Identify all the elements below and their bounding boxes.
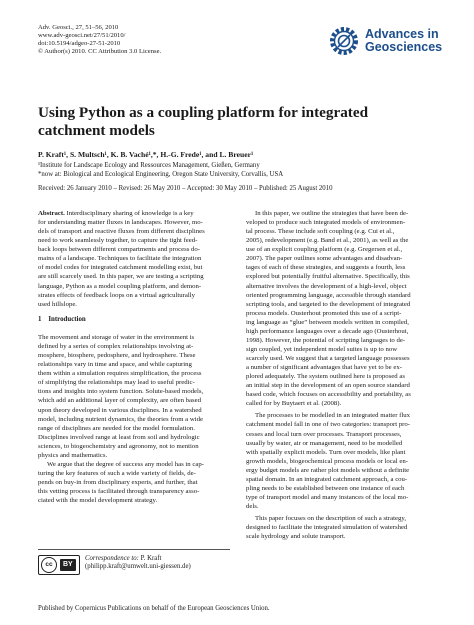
cc-by-license-badge [38,555,80,575]
intro-line: them within a simulation requires simplification, the process [38,370,202,378]
intro-line: upon theory developed in various disciplines. In a watershed [38,406,202,414]
cc-icon: cc [41,557,57,573]
publication-dates: Received: 26 January 2010 – Revised: 26 May 2010 – Accepted: 30 May 2010 – Published: 25 August 2010 [38,185,333,192]
body-line: dels. [246,503,259,510]
citation-line: Adv. Geosci., 27, 51–56, 2010 [38,24,119,31]
intro-line: range of disciplines are needed for the model formulation. [38,424,195,432]
body-line: process models. Ousterhout promoted this use of a script- [246,309,402,317]
intro-line: this vetting process is facilitated through transparency asso- [38,488,200,496]
journal-name-line1: Advances in [365,27,439,41]
footnote-rule [38,549,230,550]
abstract-line: for understanding matter fluxes in landscapes. However, mo- [38,219,203,227]
body-line: cesses and local turn over processes. Transport processes, [246,430,402,438]
body-line: The processes to be modelled in an integrated matter flux [255,412,411,420]
body-line: tages of each of these strategies, and suggests a fourth, less [246,264,406,272]
abstract-line: dels of transport and reactive fluxes from different disciplines [38,228,205,236]
body-line: scale hydrology and solute transport. [246,533,346,541]
publisher-footer: Published by Copernicus Publications on behalf of the European Geosciences Union. [38,605,270,612]
body-line: In this paper, we outline the strategies that have been de- [255,210,409,217]
body-line: veloped to produce such integrated models of environmen- [246,219,406,227]
correspondence [85,555,191,572]
by-icon: BY [60,559,76,571]
abstract-label: Abstract. [38,210,65,217]
affiliation: ¹Institute for Landscape Ecology and Ressources Management, Gießen, Germany [38,162,260,169]
body-line: tal process. These include soft coupling (e.g. Cui et al., [246,228,395,236]
abstract-text: Interdisciplinary sharing of knowledge is a key [66,210,194,217]
intro-line: ciated with the model development strategy. [38,497,158,505]
intro-line: relationships vary in time and space, and while capturing [38,361,192,369]
intro-line: tions and insights into system function. Solute-based models, [38,388,204,396]
body-line: high performance languages over a decade ago (Ousterhout, [246,327,409,335]
right-column [246,209,438,541]
intro-line: of simplifying the relationships may lead to useful predic- [38,379,195,387]
body-line: ing language as “glue” between models written in compiled, [246,318,409,326]
body-line: with spatially explicit models. Turn over models, like plant [246,448,406,456]
abstract-line: are still scarcely used. In this paper, we are testing a scripting [38,273,204,281]
license-line: © Author(s) 2010. CC Attribution 3.0 License. [38,48,162,55]
body-line: growth models, biogeochemical process models or local en- [246,457,408,465]
author-list: P. Kraft¹, S. Multsch¹, K. B. Vaché¹,*, H.-G. Frede¹, and L. Breuer¹ [38,150,254,159]
body-line: scripting tools, and targeted to the development of integrated [246,300,411,308]
intro-line: defined by a series of complex relationships involving at- [38,343,194,351]
intro-line: pends on buy-in from disciplinary experts, and further, that [38,479,198,486]
body-line: spatial domain. In an integrated catchment approach, a cou- [246,475,408,483]
intro-line: turing the key features of such a wide variety of fields, de- [38,469,196,477]
paper-title [38,104,438,140]
body-line: explored but potentially fruitful alternative. Specifically, this [246,273,410,281]
journal-url[interactable]: www.adv-geosci.net/27/51/2010/ [38,32,126,39]
section-title: Introduction [48,316,86,323]
section-number: 1 [38,316,42,323]
intro-line: which add an additional layer of complexity, are often based [38,397,202,405]
title-line: Using Python as a coupling platform for integrated [38,104,369,121]
body-line: use of an explicit coupling platform (e.g. Gregersen et al., [246,246,403,254]
abstract-line: of model codes for integrated catchment modelling exist, but [38,264,203,272]
title-line: catchment models [38,122,155,139]
body-line: 2005), redevelopment (e.g. Band et al., 2001), as well as the [246,237,409,245]
body-line: sign coupled, yet independent model suites is up to now [246,345,398,353]
intro-line: sciences, to biogeochemistry and agronomy, not to mention [38,442,199,450]
egu-gear-logo-icon [329,26,359,56]
body-line: scarcely used. We suggest that a targeted language possesses [246,355,410,362]
intro-line: We argue that the degree of success any model has in cap- [47,460,204,468]
body-line: usually by water, air or management, need to be modelled [246,439,403,447]
journal-name-line2: Geosciences [365,40,443,54]
intro-line: The movement and storage of water in the environment is [38,334,195,341]
abstract-first-line [38,209,230,218]
correspondence-label: Correspondence to: [85,555,139,562]
abstract-line: mains of a landscape. Techniques to facilitate the integration [38,255,202,263]
intro-line: Disciplines involved range at least from soil and hydrologic [38,433,200,441]
doi-line[interactable]: doi:10.5194/adgeo-27-51-2010 [38,40,121,47]
affiliation: *now at: Biological and Ecological Engineering, Oregon State University, Corvallis, USA [38,171,284,178]
body-line: This paper focuses on the description of such a strategy, [255,515,407,523]
body-line: designed to facilitate the integrated simulation of watershed [246,524,408,532]
abstract-line: strates effects of feedback loops on a virtual agriculturally [38,291,195,299]
body-line: 2007). The paper outlines some advantages and disadvan- [246,255,403,263]
abstract-line: need to work seamlessly together, to capture the tight feed- [38,237,198,245]
abstract-line: used hillslope. [38,300,77,308]
abstract-line: language, Python as a model coupling platform, and demon- [38,282,202,290]
intro-line: mosphere, biosphere, pedosphere, and hydrosphere. These [38,352,196,360]
body-line: pling needs to be established between one instance of each [246,484,405,492]
introduction-paragraphs [38,333,230,505]
left-column [38,209,230,309]
intro-line: physics and mathematics. [38,451,108,459]
body-line: called for by Buytaert et al. (2008). [246,400,342,408]
intro-line: model, including nutrient dynamics, the theories from a wide [38,415,203,423]
body-line: ergy budget models are rather plot models without a definite [246,466,410,474]
body-line: alternative involves the development of a high-level, object [246,282,407,290]
body-line: type of transport model and many instances of the local mo- [246,493,409,501]
body-line: a number of significant advantages that have yet to be ex- [246,364,402,372]
body-line: oriented programming language, accessible through standard [246,291,411,299]
body-line: an initial step in the development of an open source standard [246,382,410,390]
correspondence-name: P. Kraft [140,555,162,562]
body-line: 1998). However, the potential of scripting languages to de- [246,336,406,344]
body-line: based code, which focuses on accessibility and portability, as [246,391,411,399]
body-line: catchment model fall in one of two categories: transport pro- [246,421,411,429]
correspondence-email[interactable]: (philipp.kraft@umwelt.uni-giessen.de) [85,563,191,571]
section-heading-introduction [38,315,86,324]
body-line: plored adequately. The system outlined here is proposed as [246,373,405,381]
abstract-line: back loops between different compartments and process do- [38,246,201,254]
